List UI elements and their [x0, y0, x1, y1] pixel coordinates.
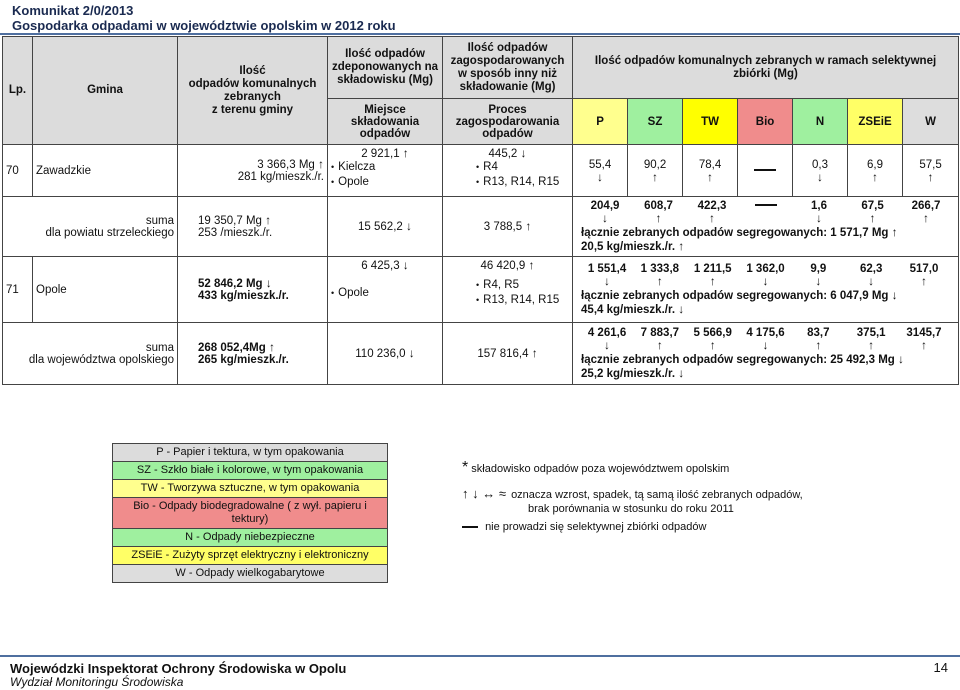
legend-item-n: N - Odpady niebezpieczne	[113, 529, 388, 547]
header-fraction-zseie: ZSEiE	[848, 99, 903, 145]
arrow-down-icon: ↓	[597, 169, 604, 184]
table-row-opole	[3, 257, 959, 323]
arrow-down-icon: ↓	[816, 210, 823, 225]
arrow-up-icon: ↑	[927, 169, 934, 184]
arrow-down-icon: ↓	[868, 273, 875, 288]
arrow-down-icon: ↓	[762, 273, 769, 288]
arrow-up-icon: ↑	[709, 273, 716, 288]
arrow-up-icon: ↑	[872, 169, 879, 184]
row-ilosc: 52 846,2 Mg ↓ 433 kg/mieszk./r.	[178, 257, 328, 323]
arrow-up-icon: ↑	[891, 224, 898, 239]
row-val-zseie: 6,9 ↑	[848, 145, 903, 197]
header-miejsce: Miejsce składowania odpadów	[328, 99, 443, 145]
no-collection-dash-icon	[754, 169, 776, 171]
waste-table	[2, 36, 959, 385]
arrow-up-icon: ↑	[815, 337, 822, 352]
row-gmina: suma dla województwa opolskiego	[3, 323, 178, 385]
table-row-wojewodztwo	[3, 323, 959, 385]
header-ilosc: Ilość odpadów komunalnych zebranych z terenu gminy	[178, 37, 328, 145]
trend-arrows-icon: ↑ ↓ ↔ ≈	[462, 486, 506, 501]
arrow-up-icon: ↑	[655, 210, 662, 225]
arrow-up-icon: ↑	[868, 337, 875, 352]
report-number: Komunikat 2/0/2013	[12, 3, 134, 18]
header-lp: Lp.	[3, 37, 33, 145]
header-fraction-p: P	[573, 99, 628, 145]
header-fraction-bio: Bio	[738, 99, 793, 145]
arrow-up-icon: ↑	[921, 273, 927, 288]
arrow-up-icon: ↑	[707, 169, 714, 184]
arrow-down-icon: ↓	[265, 276, 272, 290]
page-number: 14	[933, 660, 948, 675]
row-zagospodarowane: 3 788,5 ↑	[443, 197, 573, 257]
row-zagospodarowane: 157 816,4 ↑	[443, 323, 573, 385]
header-selektywna: Ilość odpadów komunalnych zebranych w ramach selektywnej zbiórki (Mg)	[573, 37, 959, 99]
arrow-down-icon: ↓	[402, 258, 409, 272]
arrow-up-icon: ↑	[709, 210, 716, 225]
header-fraction-sz: SZ	[628, 99, 683, 145]
report-title: Gospodarka odpadami w województwie opolskim w 2012 roku	[12, 18, 396, 33]
legend-item-tw: TW - Tworzywa sztuczne, w tym opakowania	[113, 480, 388, 498]
arrow-down-icon: ↓	[678, 301, 685, 316]
arrow-up-icon: ↑	[268, 340, 275, 354]
arrow-down-icon: ↓	[604, 273, 611, 288]
fraction-legend	[112, 443, 388, 583]
no-collection-dash-icon	[462, 526, 478, 528]
row-val-sz: 90,2 ↑	[628, 145, 683, 197]
arrow-up-icon: ↑	[656, 273, 663, 288]
row-zdeponowane: 2 921,1 ↑ • Kielcza • Opole	[328, 145, 443, 197]
header-zagospodarowane: Ilość odpadów zagospodarowanych w sposób inny niż składowanie (Mg)	[443, 37, 573, 99]
row-zdeponowane: 6 425,3 ↓ • Opole	[328, 257, 443, 323]
arrow-down-icon: ↓	[898, 351, 905, 366]
row-val-w: 57,5 ↑	[903, 145, 959, 197]
arrow-down-icon: ↓	[604, 337, 611, 352]
footer-divider	[0, 655, 960, 657]
row-gmina: Zawadzkie	[33, 145, 178, 197]
total-segregated: łącznie zebranych odpadów segregowanych: 25 492,3 Mg	[581, 353, 895, 366]
row-val-tw: 78,4 ↑	[683, 145, 738, 197]
header-zdeponowane: Ilość odpadów zdeponowanych na składowisku (Mg)	[328, 37, 443, 99]
row-gmina: Opole	[33, 257, 178, 323]
row-selektywna: 1 551,4 ↓ 1 333,8 ↑ 1 211,5 ↑ 1 362,0 ↓ 9,9 ↓ 62,3 ↓ 517,0 ↑ łącznie zebranych odpadów segregowanych: 6 047,9 Mg ↓ 45,4 kg/mieszk./r. ↓	[573, 257, 959, 323]
arrow-up-icon: ↑	[402, 146, 409, 160]
legend-item-sz: SZ - Szkło białe i kolorowe, w tym opakowania	[113, 462, 388, 480]
arrow-up-icon: ↑	[265, 213, 272, 227]
total-segregated: łącznie zebranych odpadów segregowanych: 1 571,7 Mg	[581, 226, 889, 239]
note-dash: nie prowadzi się selektywnej zbiórki odpadów	[462, 520, 706, 534]
row-ilosc: 3 366,3 Mg ↑ 281 kg/mieszk./r.	[178, 145, 328, 197]
row-gmina: suma dla powiatu strzeleckiego	[3, 197, 178, 257]
note-star: * składowisko odpadów poza województwem opolskim	[462, 459, 730, 476]
row-zagospodarowane: 46 420,9 ↑ • R4, R5 • R13, R14, R15	[443, 257, 573, 323]
row-lp: 71	[3, 257, 33, 323]
legend-item-zseie: ZSEiE - Zużyty sprzęt elektryczny i elektroniczny	[113, 547, 388, 565]
report-header	[12, 3, 396, 33]
header-proces: Proces zagospodarowania odpadów	[443, 99, 573, 145]
row-ilosc: 268 052,4Mg ↑ 265 kg/mieszk./r.	[178, 323, 328, 385]
arrow-down-icon: ↓	[817, 169, 824, 184]
arrow-up-icon: ↑	[528, 258, 535, 272]
footer-department: Wydział Monitoringu Środowiska	[10, 675, 184, 689]
table-row-powiat	[3, 197, 959, 257]
arrow-up-icon: ↑	[678, 238, 685, 253]
table-row-zawadzkie	[3, 145, 959, 197]
arrow-up-icon: ↑	[921, 337, 927, 352]
header-fraction-tw: TW	[683, 99, 738, 145]
arrow-up-icon: ↑	[869, 210, 876, 225]
arrow-down-icon: ↓	[891, 287, 898, 302]
row-selektywna: 4 261,6 ↓ 7 883,7 ↑ 5 566,9 ↑ 4 175,6 ↓ 83,7 ↑ 375,1 ↑ 3145,7 ↑ łącznie zebranych odpadów segregowanych: 25 492,3 Mg ↓ 25,2 kg/mieszk./r. ↓	[573, 323, 959, 385]
note-arrows: ↑ ↓ ↔ ≈ oznacza wzrost, spadek, tą samą ilość zebranych odpadów, brak porównania w stosunku do roku 2011	[462, 486, 803, 515]
arrow-down-icon: ↓	[520, 146, 527, 160]
arrow-down-icon: ↓	[408, 346, 415, 360]
row-val-bio	[738, 145, 793, 197]
row-val-n: 0,3 ↓	[793, 145, 848, 197]
legend-item-p: P - Papier i tektura, w tym opakowania	[113, 444, 388, 462]
arrow-down-icon: ↓	[405, 219, 412, 233]
arrow-up-icon: ↑	[652, 169, 659, 184]
arrow-up-icon: ↑	[525, 219, 532, 233]
row-zdeponowane: 15 562,2 ↓	[328, 197, 443, 257]
arrow-down-icon: ↓	[815, 273, 822, 288]
asterisk-icon: *	[462, 459, 469, 476]
row-lp: 70	[3, 145, 33, 197]
legend-item-bio: Bio - Odpady biodegradowalne ( z wył. papieru i tektury)	[113, 498, 388, 529]
footer-organization: Wojewódzki Inspektorat Ochrony Środowiska w Opolu	[10, 661, 347, 676]
header-divider	[0, 33, 960, 35]
arrow-up-icon: ↑	[923, 210, 930, 225]
arrow-down-icon: ↓	[762, 337, 769, 352]
arrow-down-icon: ↓	[678, 365, 685, 380]
header-gmina: Gmina	[33, 37, 178, 145]
legend-item-w: W - Odpady wielkogabarytowe	[113, 565, 388, 583]
arrow-up-icon: ↑	[709, 337, 716, 352]
header-fraction-n: N	[793, 99, 848, 145]
header-fraction-w: W	[903, 99, 959, 145]
arrow-up-icon: ↑	[656, 337, 663, 352]
row-val-p: 55,4 ↓	[573, 145, 628, 197]
no-collection-dash-icon	[755, 204, 777, 206]
arrow-up-icon: ↑	[531, 346, 538, 360]
total-segregated: łącznie zebranych odpadów segregowanych: 6 047,9 Mg	[581, 289, 889, 302]
row-ilosc: 19 350,7 Mg ↑ 253 /mieszk./r.	[178, 197, 328, 257]
row-zagospodarowane: 445,2 ↓ • R4 • R13, R14, R15	[443, 145, 573, 197]
row-zdeponowane: 110 236,0 ↓	[328, 323, 443, 385]
row-selektywna: 204,9 ↓ 608,7 ↑ 422,3 ↑ 1,6 ↓ 67,5 ↑ 266,7 ↑ łącznie zebranych odpadów segregowanych: 1 571,7 Mg ↑ 20,5 kg/mieszk./r. ↑	[573, 197, 959, 257]
arrow-up-icon: ↑	[318, 157, 324, 171]
arrow-down-icon: ↓	[602, 210, 609, 225]
